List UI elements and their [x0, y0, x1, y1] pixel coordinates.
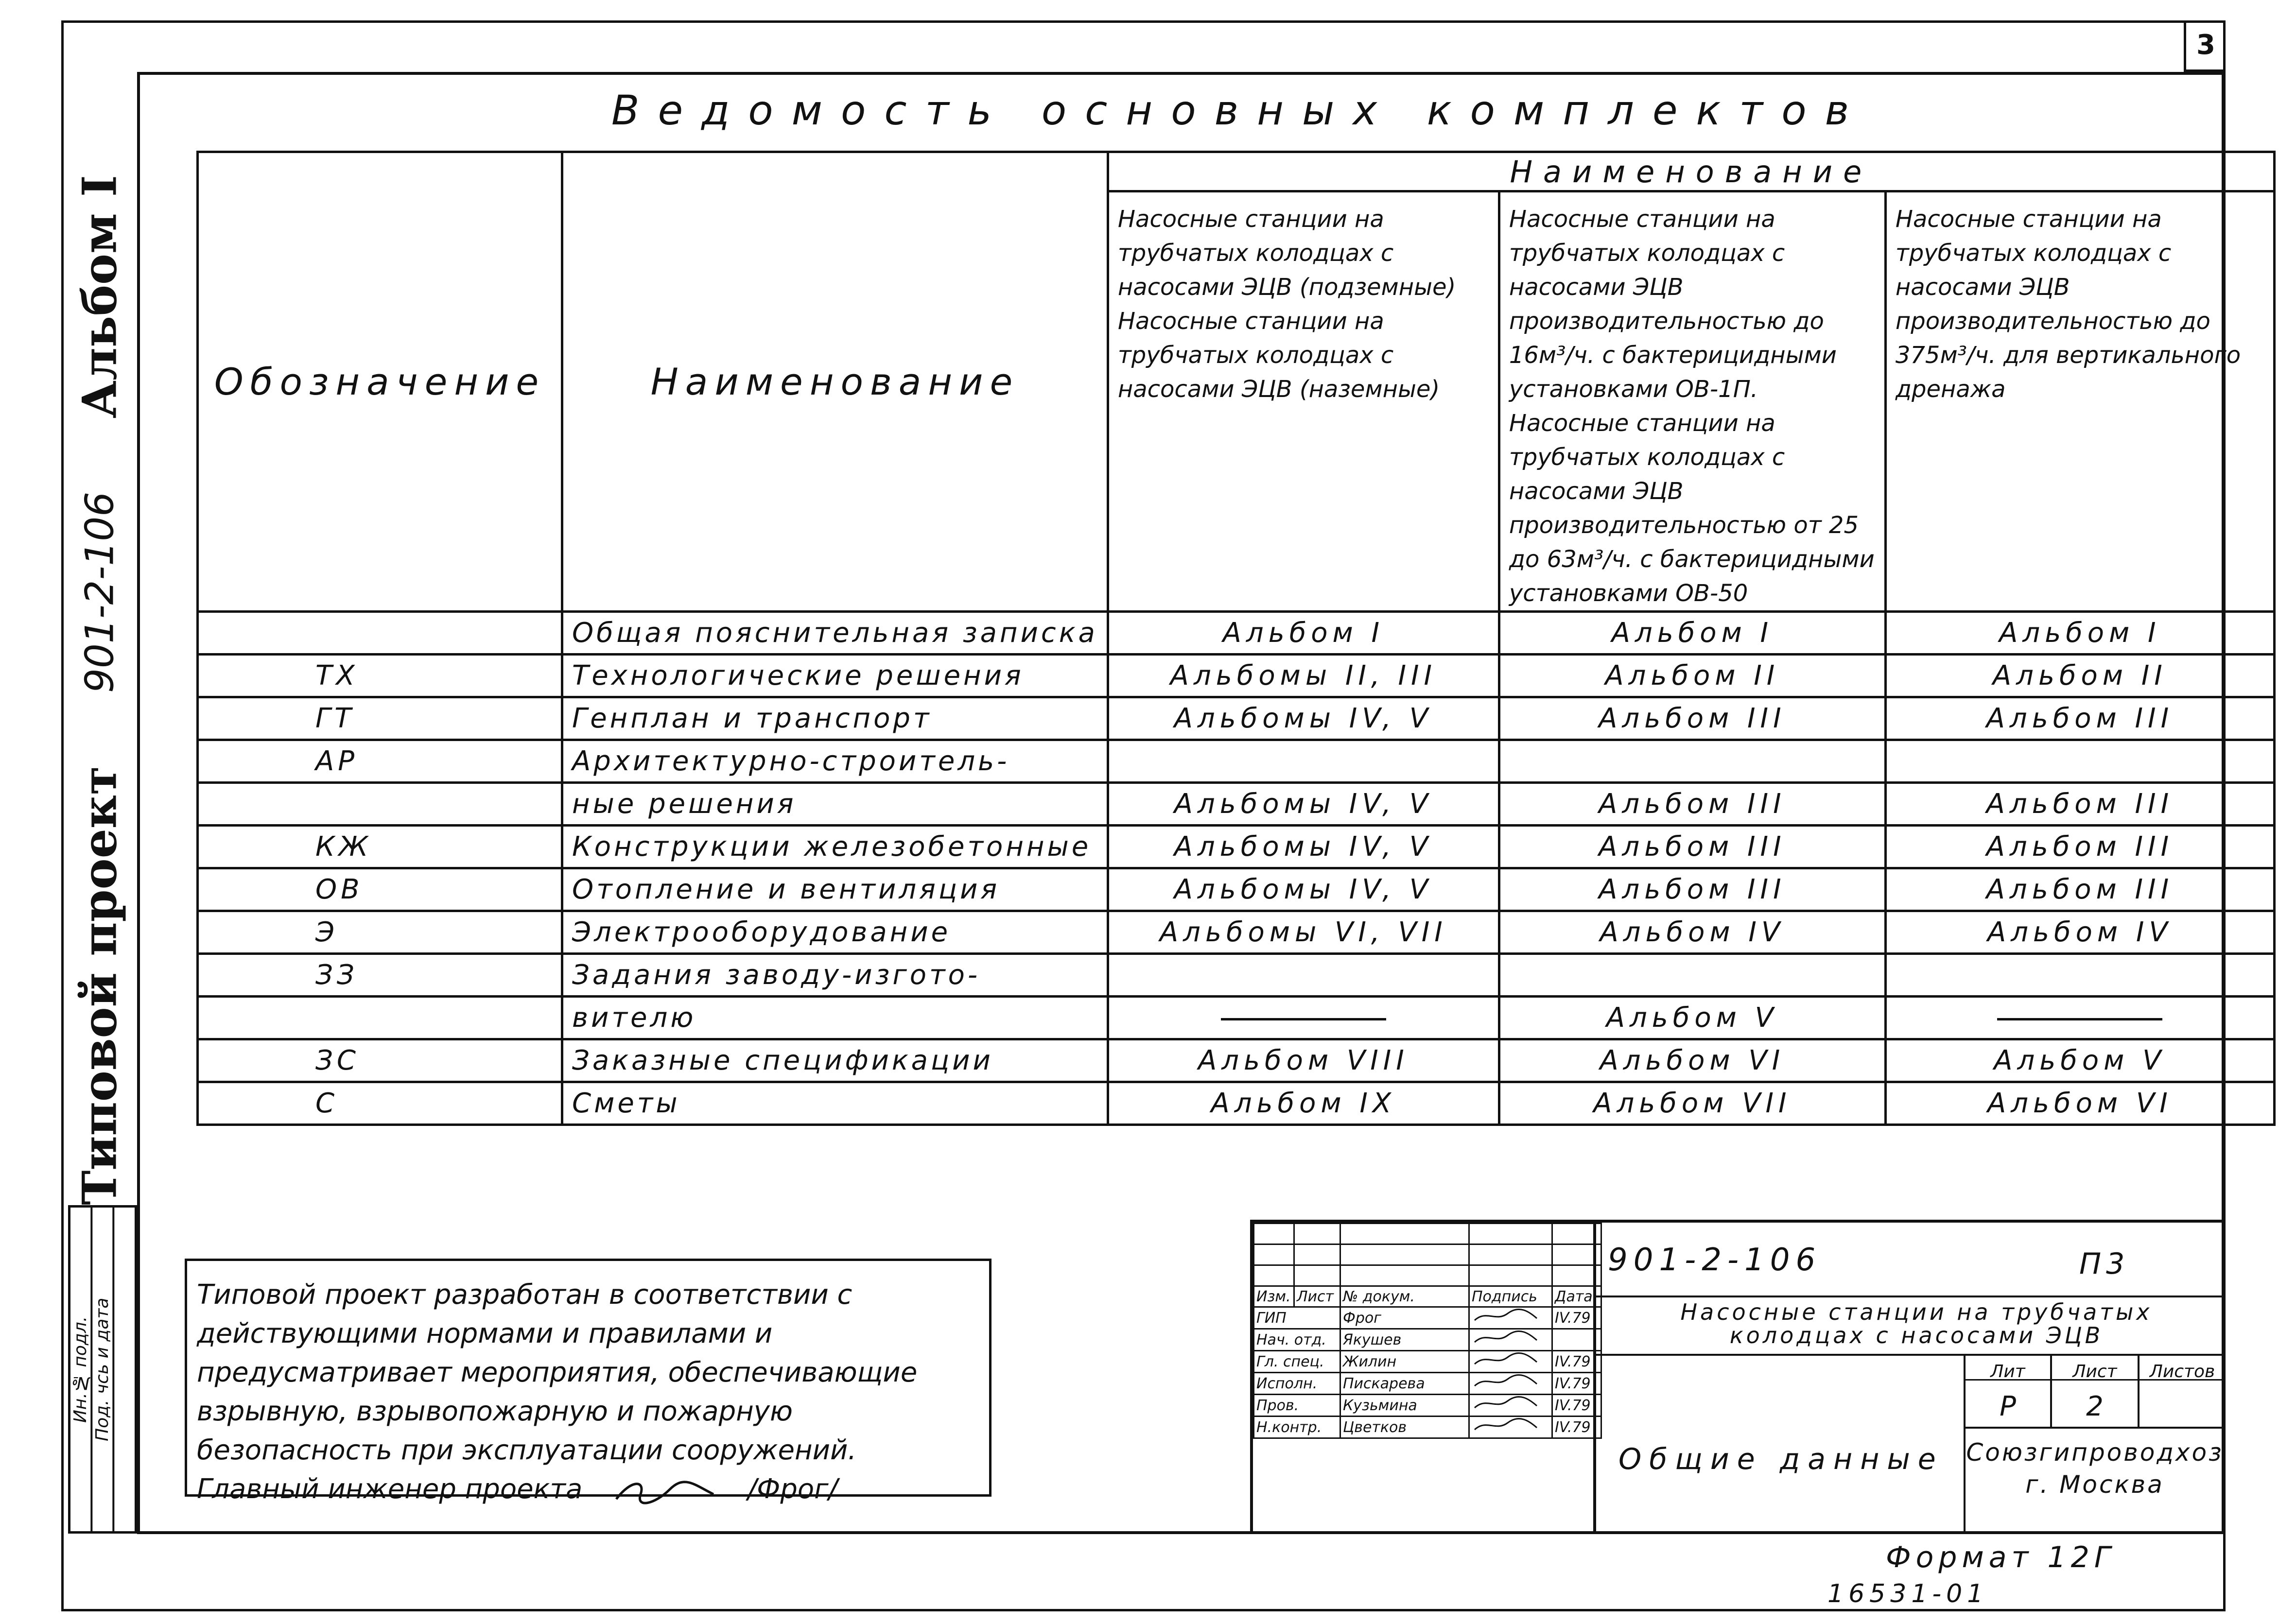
row-designation: ТХ	[198, 655, 562, 697]
staff-role: Нач. отд.	[1254, 1329, 1340, 1351]
stamp-staff-row	[1254, 1417, 1601, 1438]
row-designation: ЗЗ	[198, 954, 562, 997]
subheader-1: Насосные станции на трубчатых колодцах с насосами ЭЦВ (подземные) Насосные станции на трубчатых колодцах с насосами ЭЦВ (наземные)	[1108, 191, 1499, 612]
row-designation: С	[198, 1082, 562, 1125]
section-title: Общие данные	[1618, 1442, 1944, 1476]
stamp-empty-cell	[1294, 1224, 1340, 1244]
stamp-empty-cell	[1469, 1265, 1552, 1286]
table-row	[198, 783, 2275, 826]
row-album-col1: Альбомы VI, VII	[1108, 911, 1499, 954]
table-row	[198, 655, 2275, 697]
divider	[1593, 1354, 2225, 1356]
row-name: Технологические решения	[562, 655, 1108, 697]
document-number: 901-2-106	[1608, 1242, 1822, 1278]
stamp-header-cell: Лист	[1294, 1286, 1340, 1307]
subheader-3: Насосные станции на трубчатых колодцах с насосами ЭЦВ производительностью до 375м³/ч. для вертикального дренажа	[1885, 191, 2274, 612]
row-album-col3: Альбом III	[1885, 697, 2274, 740]
staff-date: IV.79	[1552, 1373, 1601, 1395]
divider	[1593, 1296, 2225, 1297]
signature-glyph	[1472, 1395, 1540, 1412]
subheader-2: Насосные станции на трубчатых колодцах с насосами ЭЦВ производительностью до 16м³/ч. с бактерицидными установками ОВ-1П. Насосные станции на трубчатых колодцах с насосами ЭЦВ производительностью от 25 до 63м³/ч. с бактерицидными установками ОВ-50	[1499, 191, 1885, 612]
row-album-col2: Альбом III	[1499, 697, 1885, 740]
stamp-empty-cell	[1469, 1244, 1552, 1265]
table-row	[198, 1039, 2275, 1082]
staff-name: Пискарева	[1340, 1373, 1469, 1395]
row-designation: КЖ	[198, 826, 562, 868]
staff-name: Кузьмина	[1340, 1395, 1469, 1417]
row-name: Электрооборудование	[562, 911, 1108, 954]
stage-value: Р	[2000, 1391, 2016, 1422]
note-text: Типовой проект разработан в соответствии с действующими нормами и правилами и предусматривает мероприятия, обеспечивающие взрывную, взрывопожарную и пожарную безопасность при эксплуатации сооружений.	[197, 1279, 918, 1466]
stamp-empty-cell	[1294, 1265, 1340, 1286]
staff-date: IV.79	[1552, 1395, 1601, 1417]
staff-role: ГИП	[1254, 1307, 1340, 1329]
row-album-col1: Альбомы II, III	[1108, 655, 1499, 697]
row-album-col1: Альбом VIII	[1108, 1039, 1499, 1082]
staff-date: IV.79	[1552, 1417, 1601, 1438]
document-title: Насосные станции на трубчатых колодцах с насосами ЭЦВ	[1680, 1299, 2153, 1348]
row-designation: ЗС	[198, 1039, 562, 1082]
sheet-number: 3	[2184, 20, 2226, 72]
staff-role: Пров.	[1254, 1395, 1340, 1417]
stamp-staff-row	[1254, 1395, 1601, 1417]
row-album-col2: Альбом V	[1499, 997, 1885, 1039]
row-album-col1: Альбом IX	[1108, 1082, 1499, 1125]
row-album-col3: Альбом VI	[1885, 1082, 2274, 1125]
sheet-code: П3	[2079, 1247, 2130, 1281]
staff-name: Якушев	[1340, 1329, 1469, 1351]
staff-name: Жилин	[1340, 1351, 1469, 1373]
table-row	[198, 697, 2275, 740]
stamp-strip-cell-empty	[115, 1208, 135, 1531]
stamp-empty-cell	[1340, 1244, 1469, 1265]
table-row	[198, 911, 2275, 954]
organization: Союзгипроводхоз г. Москва	[1966, 1438, 2224, 1499]
sheet-header: Лист	[2072, 1362, 2117, 1382]
sheets-count-header: Листов	[2149, 1362, 2215, 1382]
row-album-col2	[1499, 740, 1885, 783]
stamp-empty-row	[1254, 1244, 1601, 1265]
stamp-staff-row	[1254, 1329, 1601, 1351]
signer-name: /Фрог/	[748, 1473, 838, 1505]
stamp-header-cell: Подпись	[1469, 1286, 1552, 1307]
signer-role: Главный инженер проекта	[197, 1473, 583, 1505]
signature-glyph	[1472, 1330, 1540, 1346]
stamp-staff-row	[1254, 1307, 1601, 1329]
table-row	[198, 826, 2275, 868]
row-name: ные решения	[562, 783, 1108, 826]
row-designation: Э	[198, 911, 562, 954]
stamp-empty-cell	[1340, 1265, 1469, 1286]
row-album-col1: Альбомы IV, V	[1108, 783, 1499, 826]
row-album-col2: Альбом III	[1499, 868, 1885, 911]
row-album-col3	[1885, 954, 2274, 997]
table-row	[198, 740, 2275, 783]
row-album-col1	[1108, 997, 1499, 1039]
divider	[1593, 1223, 1596, 1534]
row-album-col2: Альбом III	[1499, 826, 1885, 868]
side-title-label: Типовой проект	[72, 766, 127, 1205]
stamp-empty-cell	[1294, 1244, 1340, 1265]
row-album-col2: Альбом III	[1499, 783, 1885, 826]
staff-date: IV.79	[1552, 1307, 1601, 1329]
staff-name: Цветков	[1340, 1417, 1469, 1438]
staff-date: IV.79	[1552, 1351, 1601, 1373]
row-name: Сметы	[562, 1082, 1108, 1125]
stamp-staff-row	[1254, 1373, 1601, 1395]
row-name: Общая пояснительная записка	[562, 612, 1108, 655]
row-album-col3	[1885, 740, 2274, 783]
row-name: вителю	[562, 997, 1108, 1039]
row-designation	[198, 783, 562, 826]
note-signer	[197, 1470, 979, 1509]
staff-signature	[1469, 1307, 1552, 1329]
row-album-col2: Альбом II	[1499, 655, 1885, 697]
row-album-col3	[1885, 997, 2274, 1039]
stamp-empty-cell	[1254, 1265, 1294, 1286]
inventory-number: 16531-01	[1827, 1579, 1988, 1608]
row-designation: ГТ	[198, 697, 562, 740]
table-body	[198, 612, 2275, 1125]
stamp-strip-cell: Ин.№ подл.	[70, 1208, 92, 1531]
stamp-empty-cell	[1254, 1224, 1294, 1244]
row-name: Заказные спецификации	[562, 1039, 1108, 1082]
dash-mark	[1221, 1018, 1386, 1020]
header-designation: Обозначение	[198, 152, 562, 612]
main-table	[196, 151, 2276, 1126]
row-name: Задания заводу-изгото-	[562, 954, 1108, 997]
row-name: Архитектурно-строитель-	[562, 740, 1108, 783]
row-album-col1	[1108, 740, 1499, 783]
row-designation	[198, 612, 562, 655]
stamp-strip-cell: Под. чсь и дата	[92, 1208, 114, 1531]
format-label: Формат 12Г	[1886, 1540, 2116, 1574]
staff-signature	[1469, 1417, 1552, 1438]
staff-name: Фрог	[1340, 1307, 1469, 1329]
side-stamp-strip	[68, 1205, 137, 1534]
stamp-empty-row	[1254, 1224, 1601, 1244]
staff-role: Исполн.	[1254, 1373, 1340, 1395]
staff-signature	[1469, 1329, 1552, 1351]
stamp-header-cell: Дата	[1552, 1286, 1601, 1307]
title-block	[1250, 1220, 2225, 1534]
stamp-empty-cell	[1469, 1224, 1552, 1244]
signature-glyph	[611, 1475, 718, 1509]
row-album-col2	[1499, 954, 1885, 997]
sheet-heading: Ведомость основных комплектов	[611, 86, 1868, 134]
row-designation	[198, 997, 562, 1039]
approval-stamp-table	[1253, 1223, 1602, 1439]
row-designation: ОВ	[198, 868, 562, 911]
signature-glyph	[1472, 1373, 1540, 1390]
row-designation: АР	[198, 740, 562, 783]
signature-glyph	[1472, 1417, 1540, 1434]
compliance-note	[185, 1259, 992, 1505]
sheet-value: 2	[2086, 1391, 2104, 1422]
stamp-header-cell: Изм.	[1254, 1286, 1294, 1307]
row-album-col3: Альбом IV	[1885, 911, 2274, 954]
table-row	[198, 612, 2275, 655]
row-name: Генплан и транспорт	[562, 697, 1108, 740]
row-name: Отопление и вентиляция	[562, 868, 1108, 911]
row-album-col2: Альбом VI	[1499, 1039, 1885, 1082]
row-album-col3: Альбом III	[1885, 826, 2274, 868]
stamp-empty-cell	[1254, 1244, 1294, 1265]
row-album-col3: Альбом V	[1885, 1039, 2274, 1082]
row-album-col2: Альбом VII	[1499, 1082, 1885, 1125]
divider	[1964, 1427, 2225, 1429]
header-group: Наименование	[1108, 152, 2274, 191]
stamp-header-cell: № докум.	[1340, 1286, 1469, 1307]
row-album-col1: Альбомы IV, V	[1108, 868, 1499, 911]
row-album-col3: Альбом III	[1885, 783, 2274, 826]
header-name: Наименование	[562, 152, 1108, 612]
table-row	[198, 997, 2275, 1039]
side-album-label: Альбом I	[72, 175, 127, 418]
staff-role: Н.контр.	[1254, 1417, 1340, 1438]
row-album-col2: Альбом IV	[1499, 911, 1885, 954]
row-album-col1	[1108, 954, 1499, 997]
row-album-col3: Альбом I	[1885, 612, 2274, 655]
side-title	[73, 175, 126, 1205]
dash-mark	[1997, 1018, 2162, 1020]
row-name: Конструкции железобетонные	[562, 826, 1108, 868]
row-album-col1: Альбомы IV, V	[1108, 826, 1499, 868]
row-album-col2: Альбом I	[1499, 612, 1885, 655]
staff-signature	[1469, 1351, 1552, 1373]
stamp-header-row	[1254, 1286, 1601, 1307]
table-row	[198, 954, 2275, 997]
side-project-code: 901-2-106	[77, 491, 122, 693]
row-album-col3: Альбом III	[1885, 868, 2274, 911]
staff-signature	[1469, 1395, 1552, 1417]
row-album-col1: Альбомы IV, V	[1108, 697, 1499, 740]
stamp-empty-row	[1254, 1265, 1601, 1286]
row-album-col3: Альбом II	[1885, 655, 2274, 697]
staff-signature	[1469, 1373, 1552, 1395]
stage-header: Лит	[1990, 1362, 2025, 1382]
staff-role: Гл. спец.	[1254, 1351, 1340, 1373]
stamp-staff-row	[1254, 1351, 1601, 1373]
signature-glyph	[1472, 1351, 1540, 1368]
stamp-empty-cell	[1340, 1224, 1469, 1244]
table-row	[198, 868, 2275, 911]
row-album-col1: Альбом I	[1108, 612, 1499, 655]
signature-glyph	[1472, 1308, 1540, 1324]
table-row	[198, 1082, 2275, 1125]
